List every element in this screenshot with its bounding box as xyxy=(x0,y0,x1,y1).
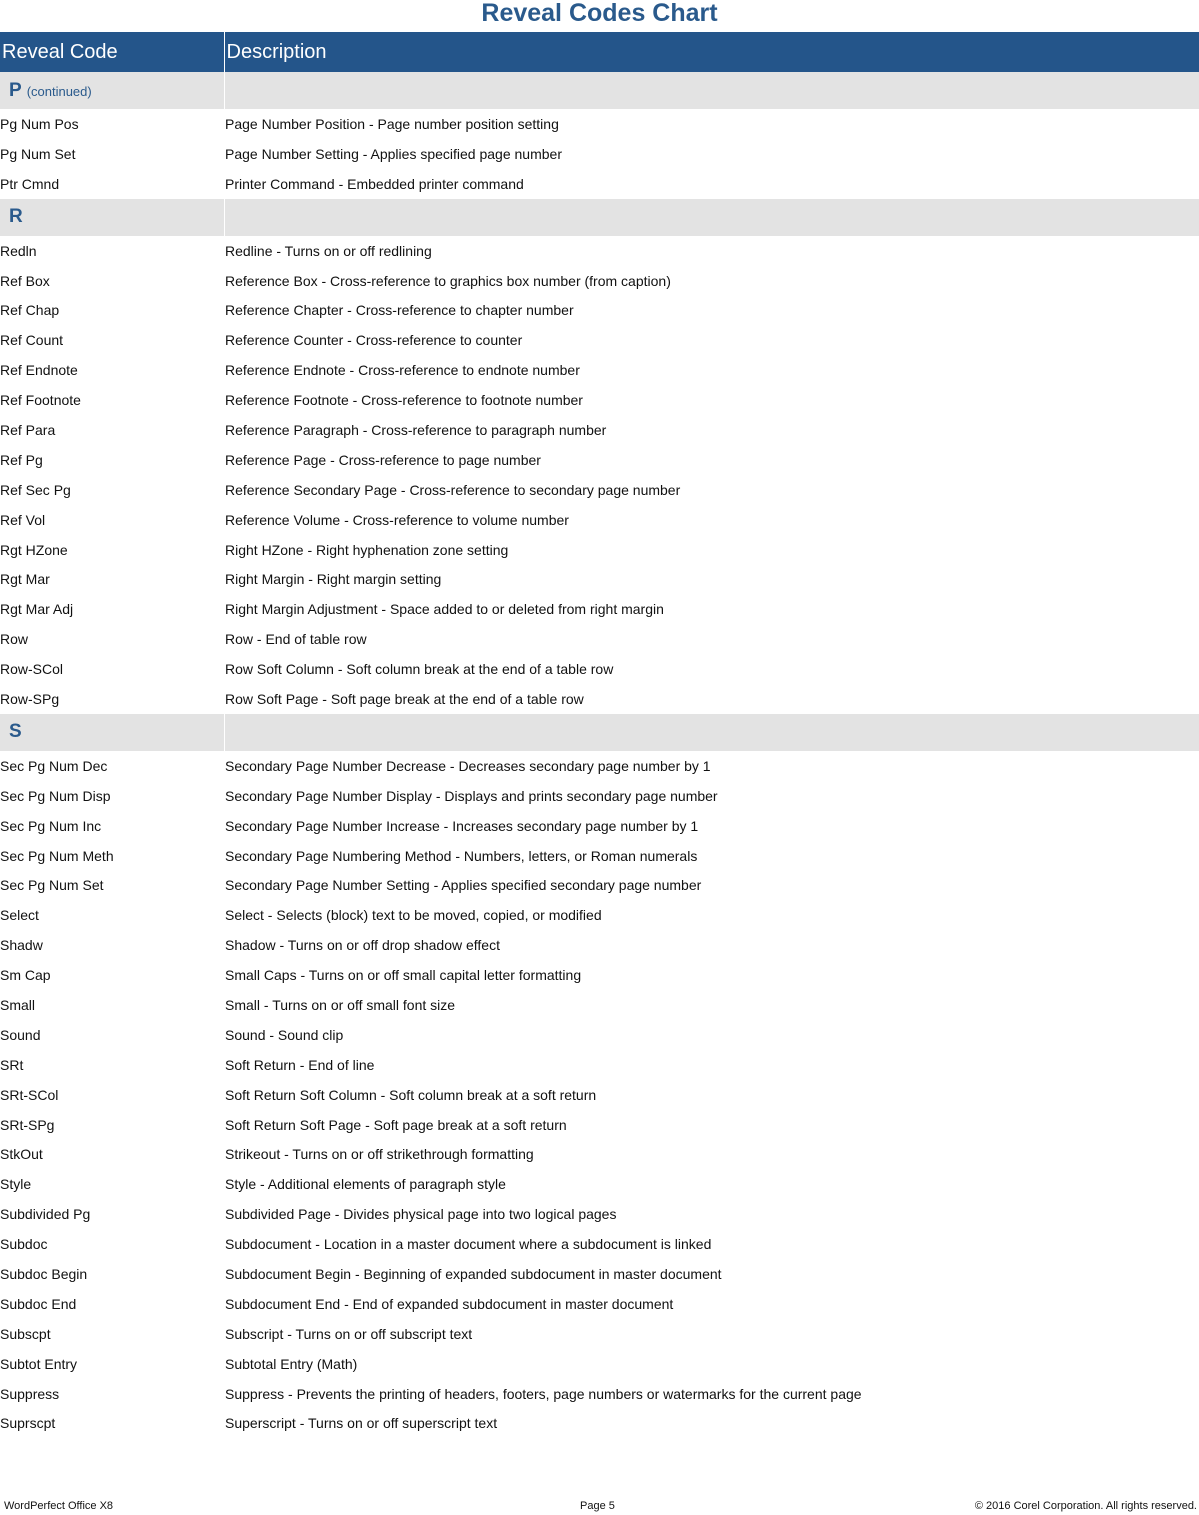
reveal-code-cell: Sec Pg Num Inc xyxy=(0,817,102,834)
description-cell: Select - Selects (block) text to be moved, copied, or modified xyxy=(225,907,602,924)
table-row xyxy=(0,266,1199,296)
description-cell: Reference Counter - Cross-reference to counter xyxy=(225,332,523,349)
table-row xyxy=(0,355,1199,385)
reveal-code-cell: Row-SPg xyxy=(0,690,60,707)
section-blank-cell xyxy=(224,199,1199,236)
reveal-code-cell: Pg Num Set xyxy=(0,145,76,162)
description-cell: Right HZone - Right hyphenation zone setting xyxy=(225,541,509,558)
description-cell: Reference Page - Cross-reference to page number xyxy=(225,451,541,468)
description-cell: Strikeout - Turns on or off strikethrough formatting xyxy=(225,1146,534,1163)
reveal-code-cell: Ref Pg xyxy=(0,451,43,468)
description-cell: Row Soft Page - Soft page break at the end of a table row xyxy=(225,690,584,707)
table-row xyxy=(0,930,1199,960)
description-cell: Redline - Turns on or off redlining xyxy=(225,242,432,259)
reveal-code-cell: Subdoc End xyxy=(0,1295,77,1312)
description-cell: Page Number Setting - Applies specified page number xyxy=(225,145,562,162)
table-row xyxy=(0,1169,1199,1199)
table-row xyxy=(0,900,1199,930)
description-cell: Secondary Page Number Display - Displays and prints secondary page number xyxy=(225,787,718,804)
description-cell: Subtotal Entry (Math) xyxy=(225,1355,358,1372)
section-header-row xyxy=(0,714,1199,751)
description-cell: Superscript - Turns on or off superscript text xyxy=(225,1415,498,1432)
description-cell: Reference Box - Cross-reference to graphics box number (from caption) xyxy=(225,272,671,289)
description-cell: Reference Volume - Cross-reference to volume number xyxy=(225,511,569,528)
table-header-row xyxy=(0,32,1199,72)
description-cell: Reference Endnote - Cross-reference to endnote number xyxy=(225,362,580,379)
table-row xyxy=(0,1349,1199,1379)
reveal-code-cell: Ref Endnote xyxy=(0,362,78,379)
reveal-code-cell: Redln xyxy=(0,242,37,259)
table-row xyxy=(0,325,1199,355)
table-row xyxy=(0,1140,1199,1170)
reveal-code-cell: StkOut xyxy=(0,1146,43,1163)
table-row xyxy=(0,624,1199,654)
table-row xyxy=(0,1409,1199,1439)
reveal-code-cell: Ref Footnote xyxy=(0,392,81,409)
description-cell: Subdivided Page - Divides physical page into two logical pages xyxy=(225,1206,617,1223)
reveal-code-cell: Select xyxy=(0,907,39,924)
description-cell: Style - Additional elements of paragraph style xyxy=(225,1176,506,1193)
reveal-code-cell: Ref Para xyxy=(0,421,56,438)
description-cell: Secondary Page Number Decrease - Decreases secondary page number by 1 xyxy=(225,757,711,774)
section-letter-cell xyxy=(0,714,224,751)
table-row xyxy=(0,870,1199,900)
reveal-code-cell: Ref Count xyxy=(0,332,64,349)
description-cell: Row - End of table row xyxy=(225,631,367,648)
description-cell: Soft Return Soft Column - Soft column break at a soft return xyxy=(225,1086,597,1103)
table-row xyxy=(0,385,1199,415)
section-letter-cell xyxy=(0,72,224,109)
table-row xyxy=(0,684,1199,714)
table-row xyxy=(0,564,1199,594)
table-row xyxy=(0,1229,1199,1259)
description-cell: Row Soft Column - Soft column break at the end of a table row xyxy=(225,661,614,678)
reveal-code-cell: Sec Pg Num Meth xyxy=(0,847,114,864)
reveal-code-cell: Small xyxy=(0,996,36,1013)
description-cell: Reference Secondary Page - Cross-reference to secondary page number xyxy=(225,481,681,498)
reveal-code-cell: Ptr Cmnd xyxy=(0,175,60,192)
reveal-codes-table xyxy=(0,32,1199,1438)
table-row xyxy=(0,1319,1199,1349)
description-cell: Small - Turns on or off small font size xyxy=(225,996,456,1013)
table-row xyxy=(0,811,1199,841)
description-cell: Subscript - Turns on or off subscript text xyxy=(225,1325,473,1342)
description-cell: Right Margin Adjustment - Space added to or deleted from right margin xyxy=(225,601,664,618)
reveal-code-cell: Rgt HZone xyxy=(0,541,68,558)
reveal-code-cell: Sec Pg Num Dec xyxy=(0,757,108,774)
reveal-code-cell: Ref Box xyxy=(0,272,50,289)
table-row xyxy=(0,169,1199,199)
table-row xyxy=(0,751,1199,781)
section-blank-cell xyxy=(224,72,1199,109)
reveal-code-cell: SRt-SCol xyxy=(0,1086,59,1103)
description-cell: Reference Chapter - Cross-reference to chapter number xyxy=(225,302,574,319)
reveal-code-cell: Row xyxy=(0,631,29,648)
reveal-code-cell: Shadw xyxy=(0,937,43,954)
table-row xyxy=(0,295,1199,325)
table-row xyxy=(0,109,1199,139)
description-cell: Soft Return Soft Page - Soft page break at a soft return xyxy=(225,1116,567,1133)
table-body xyxy=(0,72,1199,1438)
reveal-code-cell: Subscpt xyxy=(0,1325,51,1342)
footer-page-number: Page 5 xyxy=(580,1500,615,1512)
table-row xyxy=(0,1020,1199,1050)
table-row xyxy=(0,990,1199,1020)
section-letter-cell xyxy=(0,199,224,236)
section-letter: S xyxy=(9,721,22,743)
table-row xyxy=(0,1379,1199,1409)
description-cell: Subdocument - Location in a master document where a subdocument is linked xyxy=(225,1236,712,1253)
reveal-code-cell: Suprscpt xyxy=(0,1415,56,1432)
reveal-code-cell: Sec Pg Num Set xyxy=(0,877,104,894)
table-row xyxy=(0,960,1199,990)
description-cell: Right Margin - Right margin setting xyxy=(225,571,442,588)
reveal-code-cell: Sound xyxy=(0,1026,41,1043)
table-row xyxy=(0,139,1199,169)
description-cell: Subdocument End - End of expanded subdocument in master document xyxy=(225,1295,674,1312)
table-row xyxy=(0,445,1199,475)
page-footer xyxy=(0,1500,1199,1514)
section-letter: R xyxy=(9,206,23,228)
reveal-code-cell: Rgt Mar Adj xyxy=(0,601,74,618)
page-title: Reveal Codes Chart xyxy=(481,0,718,27)
description-cell: Secondary Page Numbering Method - Numbers, letters, or Roman numerals xyxy=(225,847,698,864)
reveal-code-cell: Ref Sec Pg xyxy=(0,481,71,498)
section-blank-cell xyxy=(224,714,1199,751)
section-header-row xyxy=(0,199,1199,236)
table-row xyxy=(0,475,1199,505)
reveal-code-cell: Ref Vol xyxy=(0,511,46,528)
table-row xyxy=(0,535,1199,565)
reveal-code-cell: Subdoc xyxy=(0,1236,48,1253)
section-letter: P xyxy=(9,79,22,101)
reveal-code-cell: Sec Pg Num Disp xyxy=(0,787,111,804)
table-row xyxy=(0,594,1199,624)
description-cell: Soft Return - End of line xyxy=(225,1056,375,1073)
reveal-code-cell: Suppress xyxy=(0,1385,60,1402)
section-note: (continued) xyxy=(26,83,92,99)
description-cell: Reference Paragraph - Cross-reference to paragraph number xyxy=(225,421,607,438)
description-cell: Reference Footnote - Cross-reference to footnote number xyxy=(225,392,583,409)
footer-copyright: © 2016 Corel Corporation. All rights reserved. xyxy=(974,1500,1197,1512)
reveal-code-cell: SRt-SPg xyxy=(0,1116,55,1133)
table-row xyxy=(0,1110,1199,1140)
table-row xyxy=(0,1289,1199,1319)
description-cell: Secondary Page Number Increase - Increases secondary page number by 1 xyxy=(225,817,699,834)
column-header-description: Description xyxy=(224,32,1199,72)
description-cell: Suppress - Prevents the printing of headers, footers, page numbers or watermarks for the current page xyxy=(225,1385,862,1402)
table-row xyxy=(0,781,1199,811)
description-cell: Shadow - Turns on or off drop shadow effect xyxy=(225,937,500,954)
description-cell: Page Number Position - Page number position setting xyxy=(225,115,559,132)
table-row xyxy=(0,505,1199,535)
footer-product: WordPerfect Office X8 xyxy=(4,1500,114,1512)
reveal-code-cell: Ref Chap xyxy=(0,302,60,319)
column-header-reveal-code: Reveal Code xyxy=(0,32,224,72)
table-row xyxy=(0,1259,1199,1289)
description-cell: Small Caps - Turns on or off small capital letter formatting xyxy=(225,967,582,984)
reveal-code-cell: Sm Cap xyxy=(0,967,51,984)
reveal-code-cell: Pg Num Pos xyxy=(0,115,79,132)
table-row xyxy=(0,1080,1199,1110)
reveal-code-cell: Subdoc Begin xyxy=(0,1266,88,1282)
reveal-code-cell: Subtot Entry xyxy=(0,1355,78,1372)
reveal-code-cell: Subdivided Pg xyxy=(0,1206,91,1223)
table-row xyxy=(0,841,1199,871)
table-row xyxy=(0,1199,1199,1229)
reveal-code-cell: SRt xyxy=(0,1056,24,1073)
table-row xyxy=(0,1050,1199,1080)
reveal-code-cell: Rgt Mar xyxy=(0,571,50,588)
description-cell: Sound - Sound clip xyxy=(225,1026,344,1043)
description-cell: Subdocument Begin - Beginning of expanded subdocument in master document xyxy=(225,1266,722,1282)
description-cell: Printer Command - Embedded printer command xyxy=(225,175,524,192)
description-cell: Secondary Page Number Setting - Applies specified secondary page number xyxy=(225,877,702,894)
table-row xyxy=(0,654,1199,684)
reveal-code-cell: Row-SCol xyxy=(0,661,64,678)
table-row xyxy=(0,415,1199,445)
reveal-code-cell: Style xyxy=(0,1176,32,1193)
table-row xyxy=(0,236,1199,266)
section-header-row xyxy=(0,72,1199,109)
